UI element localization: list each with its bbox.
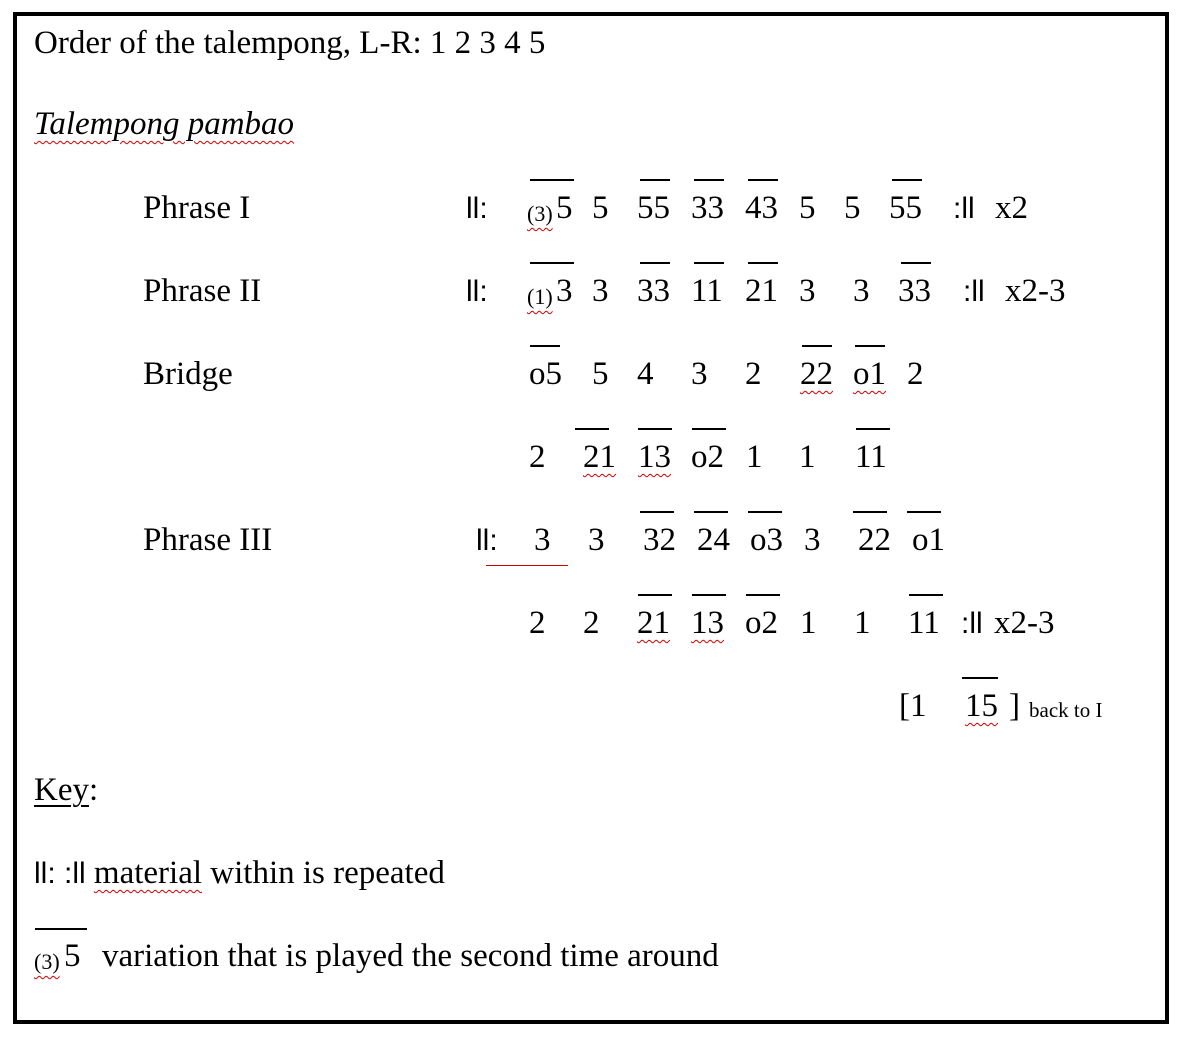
phrase3-note-5: o3	[750, 522, 783, 558]
bridge1-note-8: 2	[907, 356, 924, 392]
subtitle-text: Talempong pambao	[34, 106, 295, 142]
phrase3-note-1: 3	[534, 522, 551, 558]
ending-bracket-open: [1	[899, 688, 927, 724]
key-variation-prefix: (3)	[34, 949, 60, 974]
bridge1-note-5: 2	[745, 356, 762, 392]
bridge2-note-2: 21	[583, 439, 616, 475]
phrase2-overline-2	[640, 262, 670, 264]
phrase2-note-4: 11	[691, 273, 723, 309]
phrase2-note-6: 3	[799, 273, 816, 309]
key-heading-text: Key	[34, 772, 89, 808]
phrase2-overline-3	[694, 262, 724, 264]
phrase3-overline-3	[748, 511, 782, 513]
phrase1-note-6: 5	[799, 190, 816, 226]
key-variation-overline	[35, 928, 87, 930]
bridge1-note-6: 22	[800, 356, 833, 392]
phrase1-open-repeat: ll:	[466, 192, 488, 225]
bridge1-note-4: 3	[691, 356, 708, 392]
phrase1-note-7: 5	[844, 190, 861, 226]
bridge1-note-7: o1	[853, 356, 886, 392]
phrase2-note-3: 33	[637, 273, 670, 309]
phrase3-note-4: 24	[697, 522, 730, 558]
phrase2-open-repeat: ll:	[466, 275, 488, 308]
phrase3-note-8: o1	[912, 522, 945, 558]
key-variation-note: 5	[64, 938, 81, 974]
phrase1-overline-4	[748, 179, 778, 181]
phrase2-note-7: 3	[853, 273, 870, 309]
bridge2-overline-2	[638, 428, 672, 430]
phrase3b-note-6: 1	[800, 605, 817, 641]
phrase1-label: Phrase I	[143, 190, 251, 226]
phrase3-close-repeat: :ll	[961, 607, 983, 640]
phrase1-overline-2	[640, 179, 670, 181]
phrase3b-overline-3	[746, 594, 780, 596]
phrase3-overline-2	[694, 511, 728, 513]
key-repeat-symbol: ll: :ll	[34, 857, 86, 890]
phrase3-note-2: 3	[588, 522, 605, 558]
phrase2-repeat-count: x2-3	[1005, 273, 1066, 309]
phrase3b-overline-2	[692, 594, 726, 596]
phrase2-close-repeat: :ll	[963, 275, 985, 308]
bridge1-overline-2	[802, 345, 832, 347]
phrase3-note-7: 22	[858, 522, 891, 558]
phrase3-repeat-count: x2-3	[994, 605, 1055, 641]
subtitle	[34, 108, 294, 141]
bridge1-overline-3	[855, 345, 885, 347]
phrase1-close-repeat: :ll	[953, 192, 975, 225]
key-variation-desc: variation that is played the second time around	[102, 938, 719, 974]
phrase1-note-1: 5	[556, 190, 573, 226]
phrase1-overline-1	[530, 179, 574, 181]
phrase3b-note-7: 1	[854, 605, 871, 641]
phrase2-note-8: 33	[898, 273, 931, 309]
phrase1-note-2: 5	[592, 190, 609, 226]
bridge1-note-2: 5	[592, 356, 609, 392]
phrase3-overline-5	[907, 511, 941, 513]
key-heading-colon: :	[88, 772, 99, 808]
phrase3-overline-1	[640, 511, 674, 513]
key-repeat-word: material	[93, 855, 203, 891]
bridge2-note-5: 1	[746, 439, 763, 475]
phrase3-open-repeat: ll:	[476, 524, 498, 557]
phrase2-note-1: 3	[556, 273, 573, 309]
phrase2-variation: (1)	[527, 284, 553, 309]
bridge1-note-1: o5	[529, 356, 562, 392]
title-line: Order of the talempong, L-R: 1 2 3 4 5	[34, 25, 546, 61]
phrase2-note-5: 21	[745, 273, 778, 309]
bridge2-overline-1	[575, 428, 609, 430]
bridge-label: Bridge	[143, 356, 233, 392]
phrase1-repeat-count: x2	[995, 190, 1028, 226]
bridge1-note-3: 4	[637, 356, 654, 392]
bridge2-note-7: 11	[855, 439, 887, 475]
phrase3b-note-5: o2	[745, 605, 778, 641]
phrase2-overline-4	[748, 262, 778, 264]
phrase1-note-4: 33	[691, 190, 724, 226]
bridge2-overline-3	[692, 428, 726, 430]
bridge2-note-6: 1	[799, 439, 816, 475]
phrase1-overline-3	[694, 179, 724, 181]
ending-overline	[962, 677, 998, 679]
phrase3-note-6: 3	[804, 522, 821, 558]
phrase3-spellcheck-mark	[486, 565, 568, 566]
phrase3b-note-8: 11	[908, 605, 940, 641]
key-repeat-desc: within is repeated	[202, 855, 445, 891]
phrase3b-overline-4	[909, 594, 943, 596]
phrase3b-overline-1	[638, 594, 672, 596]
ending-note: back to I	[1029, 698, 1103, 722]
phrase3-label: Phrase III	[143, 522, 273, 558]
ending-bracket-close: ]	[1009, 688, 1020, 724]
phrase2-note-2: 3	[592, 273, 609, 309]
bridge2-note-4: o2	[691, 439, 724, 475]
phrase1-note-8: 55	[889, 190, 922, 226]
phrase1-note-5: 43	[745, 190, 778, 226]
phrase3b-note-3: 21	[637, 605, 670, 641]
phrase1-note-3: 55	[637, 190, 670, 226]
ending-notes: 15	[965, 688, 998, 724]
phrase3b-note-2: 2	[583, 605, 600, 641]
bridge2-note-1: 2	[529, 439, 546, 475]
bridge1-overline-1	[530, 345, 560, 347]
key-heading	[34, 774, 98, 807]
phrase2-overline-5	[901, 262, 931, 264]
bridge2-overline-4	[856, 428, 890, 430]
phrase3b-note-4: 13	[691, 605, 724, 641]
bridge2-note-3: 13	[638, 439, 671, 475]
phrase2-overline-1	[530, 262, 574, 264]
phrase3-overline-4	[853, 511, 887, 513]
phrase3-note-3: 32	[643, 522, 676, 558]
phrase1-overline-5	[892, 179, 922, 181]
phrase2-label: Phrase II	[143, 273, 262, 309]
key-repeat-line	[34, 857, 445, 890]
phrase3b-note-1: 2	[529, 605, 546, 641]
phrase1-variation: (3)	[527, 201, 553, 226]
